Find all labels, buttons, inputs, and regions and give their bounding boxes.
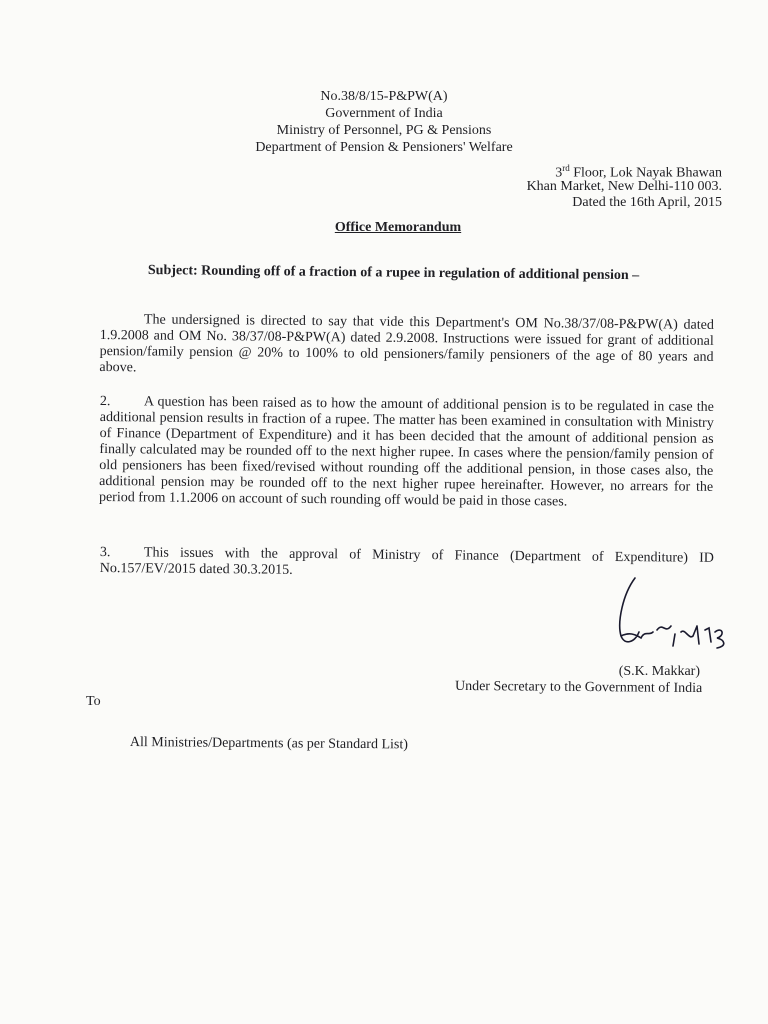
ministry-line: Ministry of Personnel, PG & Pensions xyxy=(276,123,492,138)
department-line: Department of Pension & Pensioners' Welfare xyxy=(255,140,513,155)
paragraph-3-text: This issues with the approval of Ministry of Finance (Department of Expenditure) ID No.157/EV/2015 dated 30.3.2015. xyxy=(99,545,714,578)
paragraph-2 xyxy=(99,394,714,512)
paragraph-1-text: The undersigned is directed to say that vide this Department's OM No.38/37/08-P&PW(A) dated 1.9.2008 and OM No. 38/37/08-P&PW(A) dated 2.9.2008. Instructions were issued for grant of additional pension/family pension @ 20% to 100% to old pensioners/family pensioners of the age of 80 years and above. xyxy=(99,312,714,376)
recipients-line: All Ministries/Departments (as per Standard List) xyxy=(129,735,408,753)
paragraph-1 xyxy=(99,312,714,382)
floor-superscript: rd xyxy=(562,163,570,173)
office-memorandum-title: Office Memorandum xyxy=(334,220,462,235)
floor-number: 3 xyxy=(555,165,563,181)
signatory-designation: Under Secretary to the Government of India xyxy=(454,678,703,697)
dated-line: Dated the 16th April, 2015 xyxy=(572,195,722,210)
subject-line: Subject: Rounding off of a fraction of a rupee in regulation of additional pension – xyxy=(147,262,640,284)
reference-number: No.38/8/15-P&PW(A) xyxy=(320,89,448,104)
address-line-2: Khan Market, New Delhi-110 003. xyxy=(526,179,722,194)
paragraph-2-number: 2. xyxy=(99,394,111,410)
signatory-name: (S.K. Makkar) xyxy=(618,664,700,679)
paragraph-3-number: 3. xyxy=(99,545,111,561)
government-line: Government of India xyxy=(325,106,443,121)
floor-rest: Floor, Lok Nayak Bhawan xyxy=(569,165,722,181)
to-label: To xyxy=(86,694,101,709)
handwritten-signature xyxy=(605,574,745,658)
paragraph-2-text: A question has been raised as to how the amount of additional pension is to be regulated in case the additional pension results in fraction of a rupee. The matter has been examined in consultation with Ministry of Finance (Department of Expenditure) and it has been decided that the amount of additional pension as finally calculated may be rounded off to the next higher rupee. In cases where the pension/family pension of old pensioners has been fixed/revised without rounding off the additional pension, in those cases also, the additional pension may be rounded off to the next higher rupee hereinafter. However, no arrears for the period from 1.1.2006 on account of such rounding off would be paid in those cases. xyxy=(98,394,714,510)
